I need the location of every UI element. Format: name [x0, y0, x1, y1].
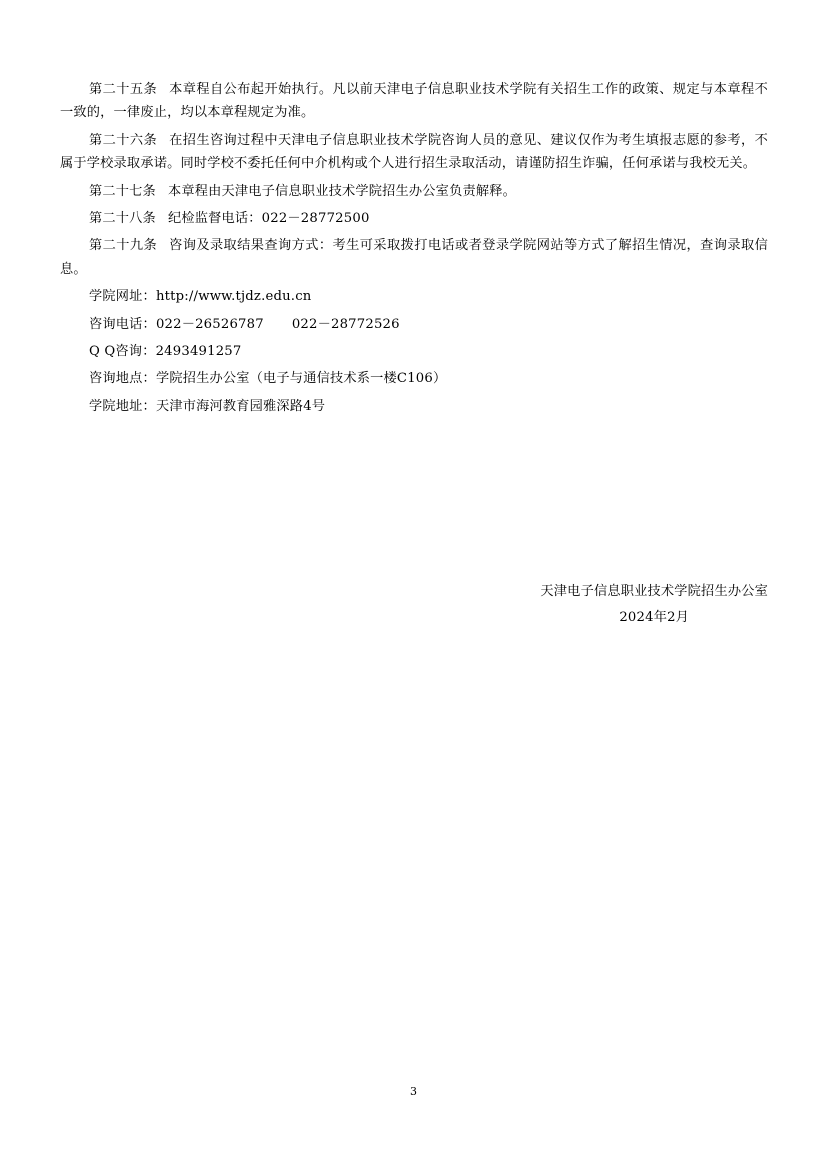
- article-text: 本章程自公布起开始执行。凡以前天津电子信息职业技术学院有关招生工作的政策、规定与本章程不一致的，一律废止，均以本章程规定为准。: [60, 82, 769, 121]
- phone-label: 咨询电话：: [89, 316, 156, 332]
- signature-block: [540, 579, 768, 631]
- page-number: 3: [410, 1085, 417, 1098]
- article-number: 第二十六条: [89, 132, 158, 148]
- article-number: 第二十七条: [89, 183, 156, 199]
- address-label: 学院地址：: [89, 398, 156, 414]
- contact-website: [60, 285, 768, 308]
- contact-phone: [60, 313, 768, 336]
- article-number: 第二十八条: [89, 211, 156, 227]
- phone-number-2: 022－28772526: [291, 316, 400, 332]
- address-value: 天津市海河教育园雅深路4号: [155, 398, 326, 414]
- website-label: 学院网址：: [89, 289, 156, 305]
- article-text: 咨询及录取结果查询方式：考生可采取拨打电话或者登录学院网站等方式了解招生情况，查询录取信息。: [60, 238, 769, 277]
- qq-number: 2493491257: [155, 344, 242, 360]
- contact-qq: [60, 340, 768, 363]
- article-28: [60, 207, 768, 230]
- website-link[interactable]: http://www.tjdz.edu.cn: [155, 289, 312, 305]
- location-label: 咨询地点：: [89, 371, 156, 387]
- article-number: 第二十五条: [89, 82, 158, 97]
- qq-label: Q Q咨询：: [89, 344, 156, 360]
- phone-number-1: 022－26526787: [155, 316, 264, 332]
- article-27: [60, 180, 768, 203]
- document-body: [60, 78, 768, 418]
- signature-org: 天津电子信息职业技术学院招生办公室: [540, 584, 768, 599]
- article-text: 本章程由天津电子信息职业技术学院招生办公室负责解释。: [167, 183, 517, 199]
- article-26: [60, 129, 768, 176]
- article-number: 第二十九条: [89, 238, 158, 254]
- contact-location: [60, 367, 768, 390]
- article-25: [60, 78, 768, 125]
- location-value: 学院招生办公室（电子与通信技术系一楼C106）: [155, 371, 447, 387]
- signature-date: 2024年2月: [619, 610, 690, 625]
- article-text: 纪检监督电话：022－28772500: [167, 211, 370, 227]
- contact-address: [60, 395, 768, 418]
- article-29: [60, 234, 768, 281]
- article-text: 在招生咨询过程中天津电子信息职业技术学院咨询人员的意见、建议仅作为考生填报志愿的参考，不属于学校录取承诺。同时学校不委托任何中介机构或个人进行招生录取活动，请谨防招生诈骗，任何承诺与我校无关。: [60, 132, 769, 172]
